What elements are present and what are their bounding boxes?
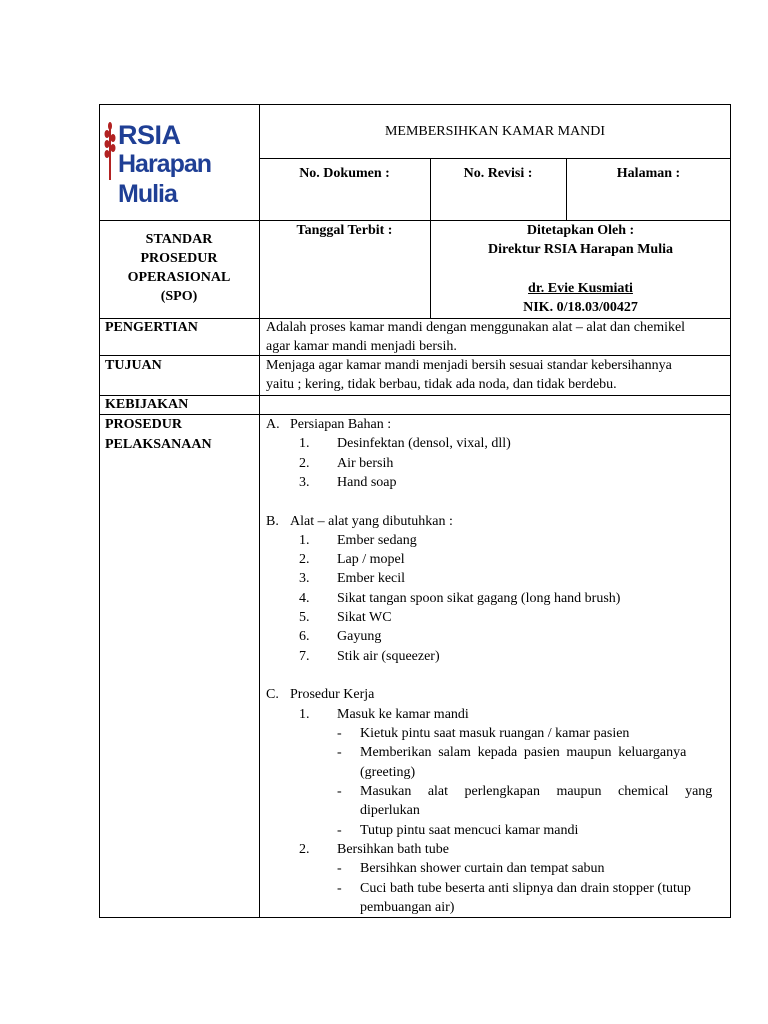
spo-line: (SPO) xyxy=(160,289,198,304)
list-number: 3. xyxy=(299,571,310,586)
section-title: Prosedur Kerja xyxy=(290,687,375,702)
section-letter: A. xyxy=(266,417,280,432)
bullet-text: Cuci bath tube beserta anti slipnya dan drain stopper (tutup xyxy=(360,881,691,896)
logo-line2: Harapan Mulia xyxy=(118,150,212,208)
bullet-text: Masukan alat perlengkapan maupun chemical yang xyxy=(360,784,713,799)
list-number: 1. xyxy=(299,707,310,722)
row-divider xyxy=(259,158,731,159)
spo-line: STANDAR xyxy=(145,232,213,247)
halaman-label: Halaman : xyxy=(616,166,681,181)
bullet-text: Tutup pintu saat mencuci kamar mandi xyxy=(360,823,579,838)
signatory-nik: NIK. 0/18.03/00427 xyxy=(523,300,638,315)
bullet-text: (greeting) xyxy=(360,765,416,780)
row-divider xyxy=(99,414,731,415)
tujuan-text: yaitu ; kering, tidak berbau, tidak ada noda, dan tidak berdebu. xyxy=(266,377,617,392)
list-number: 2. xyxy=(299,842,310,857)
ditetapkan-label: Ditetapkan Oleh : xyxy=(526,223,635,238)
list-item: Gayung xyxy=(337,629,382,644)
bullet-text: diperlukan xyxy=(360,803,420,818)
spo-line: PROSEDUR xyxy=(140,251,218,266)
list-number: 2. xyxy=(299,552,310,567)
bullet-text: Bersihkan shower curtain dan tempat sabun xyxy=(360,861,605,876)
no-revisi-label: No. Revisi : xyxy=(463,166,533,181)
list-number: 4. xyxy=(299,591,310,606)
list-item: Ember sedang xyxy=(337,533,417,548)
logo-line1: RSIA xyxy=(118,120,181,150)
bullet-dash: - xyxy=(337,881,342,896)
tujuan-label: TUJUAN xyxy=(105,358,162,373)
bullet-text: Kietuk pintu saat masuk ruangan / kamar pasien xyxy=(360,726,630,741)
row-divider xyxy=(99,395,731,396)
tujuan-text: Menjaga agar kamar mandi menjadi bersih sesuai standar kebersihannya xyxy=(266,358,672,373)
list-item: Ember kecil xyxy=(337,571,406,586)
list-item: Desinfektan (densol, vixal, dll) xyxy=(337,436,511,451)
list-item: Air bersih xyxy=(337,456,394,471)
no-dokumen-label: No. Dokumen : xyxy=(299,166,390,181)
list-number: 6. xyxy=(299,629,310,644)
bullet-dash: - xyxy=(337,861,342,876)
pengertian-label: PENGERTIAN xyxy=(105,320,198,335)
bullet-text: pembuangan air) xyxy=(360,900,455,915)
section-title: Alat – alat yang dibutuhkan : xyxy=(290,514,453,529)
bullet-dash: - xyxy=(337,726,342,741)
section-letter: C. xyxy=(266,687,279,702)
signatory-name: dr. Evie Kusmiati xyxy=(528,281,633,296)
list-item: Lap / mopel xyxy=(337,552,405,567)
step-title: Masuk ke kamar mandi xyxy=(337,707,469,722)
section-title: Persiapan Bahan : xyxy=(290,417,392,432)
bullet-dash: - xyxy=(337,823,342,838)
kebijakan-label: KEBIJAKAN xyxy=(105,397,189,412)
tanggal-terbit-label: Tanggal Terbit : xyxy=(296,223,393,238)
list-number: 5. xyxy=(299,610,310,625)
list-number: 1. xyxy=(299,533,310,548)
step-title: Bersihkan bath tube xyxy=(337,842,449,857)
bullet-text: Memberikan salam kepada pasien maupun keluarganya xyxy=(360,745,687,760)
list-number: 3. xyxy=(299,475,310,490)
direktur-label: Direktur RSIA Harapan Mulia xyxy=(487,242,673,257)
pengertian-text: Adalah proses kamar mandi dengan menggunakan alat – alat dan chemikel xyxy=(266,320,686,335)
list-item: Sikat tangan spoon sikat gagang (long hand brush) xyxy=(337,591,621,606)
list-item: Stik air (squeezer) xyxy=(337,649,440,664)
list-item: Hand soap xyxy=(337,475,397,490)
list-item: Sikat WC xyxy=(337,610,392,625)
document-title: MEMBERSIHKAN KAMAR MANDI xyxy=(384,124,606,139)
bullet-dash: - xyxy=(337,745,342,760)
list-number: 2. xyxy=(299,456,310,471)
prosedur-label: PROSEDUR xyxy=(105,417,183,432)
pengertian-text: agar kamar mandi menjadi bersih. xyxy=(266,339,457,354)
spo-line: OPERASIONAL xyxy=(127,270,231,285)
section-letter: B. xyxy=(266,514,279,529)
list-number: 1. xyxy=(299,436,310,451)
bullet-dash: - xyxy=(337,784,342,799)
pelaksanaan-label: PELAKSANAAN xyxy=(105,437,212,452)
list-number: 7. xyxy=(299,649,310,664)
